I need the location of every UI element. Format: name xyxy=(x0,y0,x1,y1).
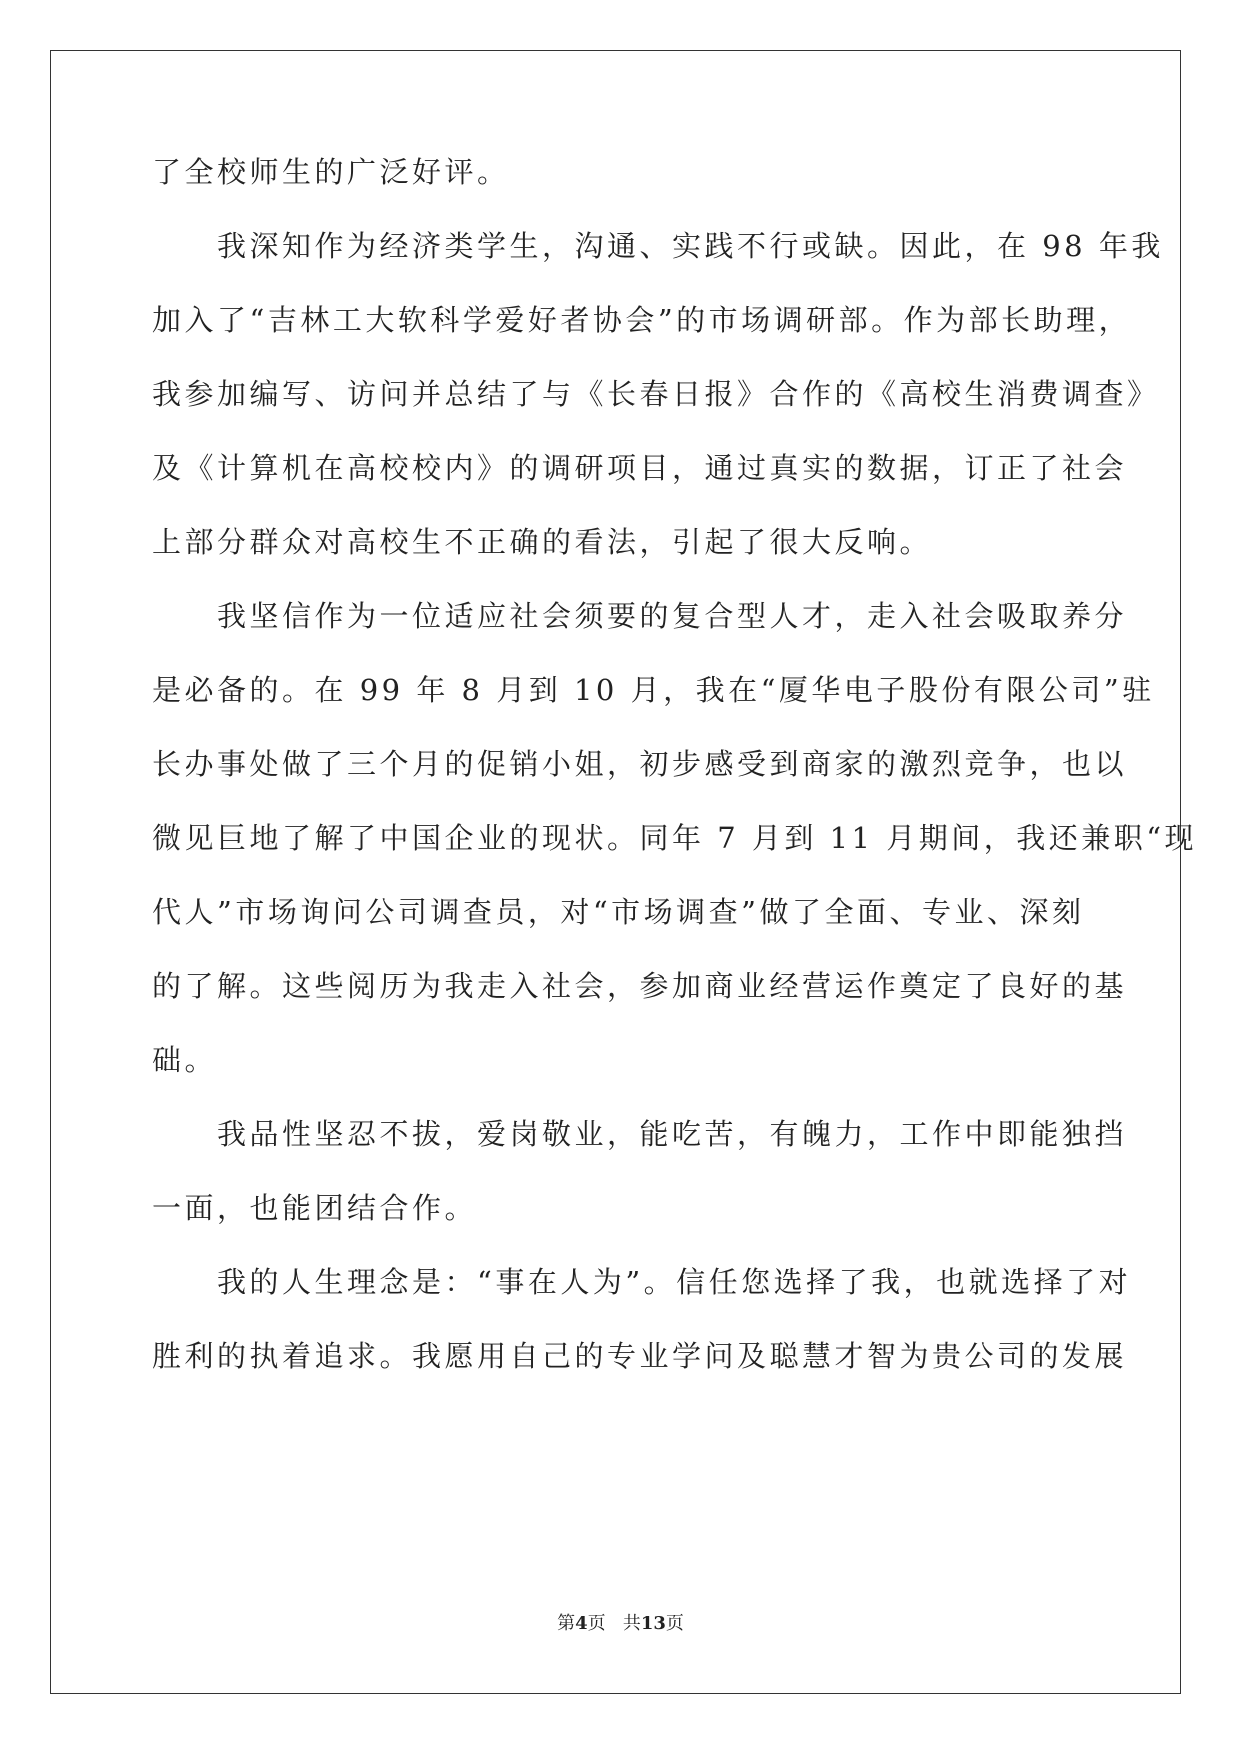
page-footer xyxy=(0,1612,1241,1636)
page-number: 4 xyxy=(575,1613,588,1634)
page-prefix: 第 xyxy=(557,1613,576,1634)
text-line: 微见巨地了解了中国企业的现状。同年 7 月到 11 月期间，我还兼职“现 xyxy=(152,821,1198,855)
page-border xyxy=(50,50,1181,1694)
text-line: 我参加编写、访问并总结了与《长春日报》合作的《高校生消费调查》 xyxy=(152,377,1160,411)
text-line: 是必备的。在 99 年 8 月到 10 月，我在“厦华电子股份有限公司”驻 xyxy=(152,673,1155,707)
text-line: 一面，也能团结合作。 xyxy=(152,1191,478,1225)
total-pages: 13 xyxy=(640,1613,666,1634)
page-suffix: 页 xyxy=(587,1613,606,1634)
text-line: 我坚信作为一位适应社会须要的复合型人才，走入社会吸取养分 xyxy=(152,599,1128,633)
text-line: 础。 xyxy=(152,1043,218,1077)
text-line: 的了解。这些阅历为我走入社会，参加商业经营运作奠定了良好的基 xyxy=(152,969,1128,1003)
text-line: 代人”市场询问公司调查员，对“市场调查”做了全面、专业、深刻 xyxy=(152,895,1085,929)
total-prefix: 共 xyxy=(622,1613,641,1634)
text-line: 了全校师生的广泛好评。 xyxy=(152,155,510,189)
total-suffix: 页 xyxy=(665,1613,684,1634)
text-line: 胜利的执着追求。我愿用自己的专业学问及聪慧才智为贵公司的发展 xyxy=(152,1339,1128,1373)
text-line: 我品性坚忍不拔，爱岗敬业，能吃苦，有魄力，工作中即能独挡 xyxy=(152,1117,1128,1151)
text-line: 上部分群众对高校生不正确的看法，引起了很大反响。 xyxy=(152,525,933,559)
text-line: 及《计算机在高校校内》的调研项目，通过真实的数据，订正了社会 xyxy=(152,451,1128,485)
text-line: 我深知作为经济类学生，沟通、实践不行或缺。因此，在 98 年我 xyxy=(152,229,1164,263)
text-line: 我的人生理念是：“事在人为”。信任您选择了我，也就选择了对 xyxy=(152,1265,1132,1299)
text-line: 长办事处做了三个月的促销小姐，初步感受到商家的激烈竞争，也以 xyxy=(152,747,1128,781)
text-line: 加入了“吉林工大软科学爱好者协会”的市场调研部。作为部长助理， xyxy=(152,303,1132,337)
